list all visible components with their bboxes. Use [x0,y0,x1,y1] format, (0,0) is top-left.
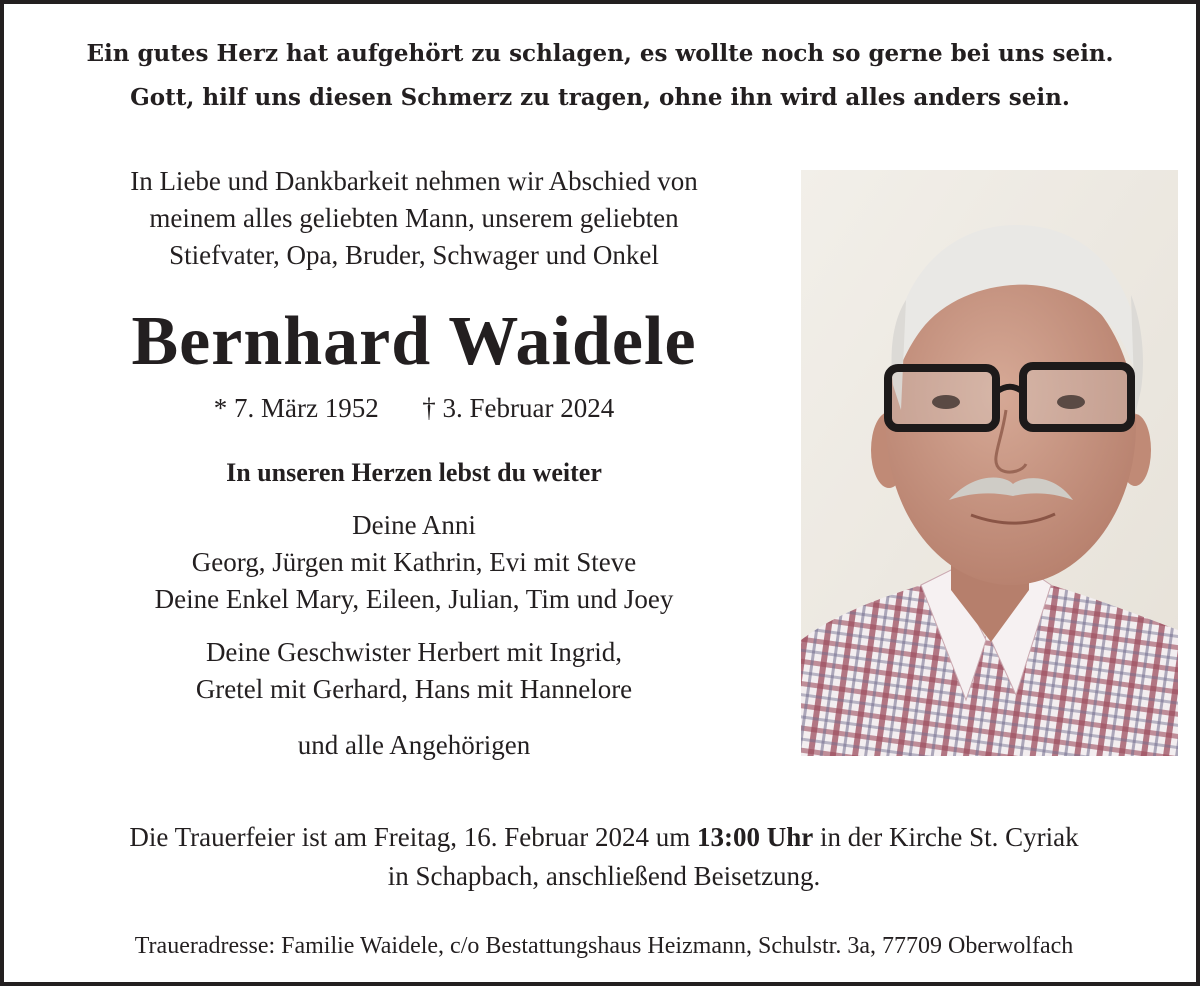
mourner-line-4: Deine Geschwister Herbert mit Ingrid, [205,637,623,667]
service-line-1 [4,818,1200,856]
portrait-photo [801,170,1178,756]
mourner-line-2: Georg, Jürgen mit Kathrin, Evi mit Steve [191,547,637,577]
life-dates [34,391,794,425]
verse-line-1: Ein gutes Herz hat aufgehört zu schlagen, es wollte noch so gerne bei uns sein. [86,40,1114,67]
service-text-1: Die Trauerfeier ist am Freitag, 16. Februar 2024 um [129,822,697,852]
intro-line-3: Stiefvater, Opa, Bruder, Schwager und Onkel [169,240,659,270]
intro-line-1: In Liebe und Dankbarkeit nehmen wir Abschied von [130,166,698,196]
service-time: 13:00 Uhr [696,822,814,852]
death-date: † 3. Februar 2024 [422,393,615,423]
mourner-line-6: und alle Angehörigen [297,730,531,760]
deceased-name: Bernhard Waidele [131,303,697,380]
service-line-2: in Schapbach, anschließend Beisetzung. [387,861,821,891]
birth-date: * 7. März 1952 [213,393,379,423]
verse-line-2: Gott, hilf uns diesen Schmerz zu tragen, ohne ihn wird alles anders sein. [130,84,1070,111]
mourner-line-1: Deine Anni [352,510,476,540]
motto: In unseren Herzen lebst du weiter [226,458,602,487]
mourner-line-3: Deine Enkel Mary, Eileen, Julian, Tim und Joey [154,584,674,614]
intro-line-2: meinem alles geliebten Mann, unserem geliebten [149,203,679,233]
mourner-line-5: Gretel mit Gerhard, Hans mit Hannelore [195,674,633,704]
service-text-2: in der Kirche St. Cyriak [813,822,1079,852]
mourning-address: Traueradresse: Familie Waidele, c/o Bestattungshaus Heizmann, Schulstr. 3a, 77709 Oberwolfach [134,933,1074,959]
